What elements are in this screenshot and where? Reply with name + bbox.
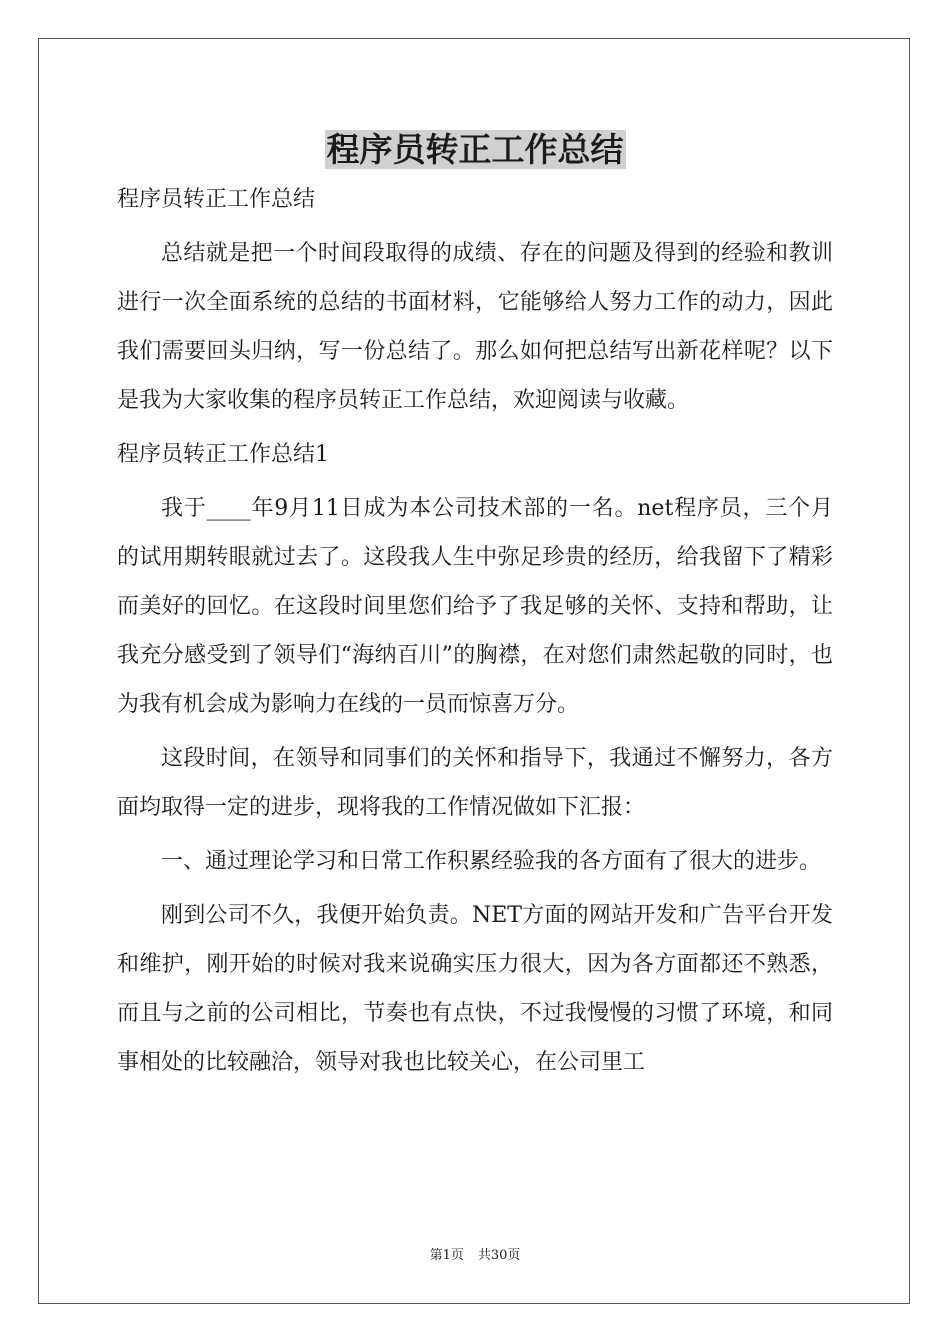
document-title [0,128,950,172]
document-title-text: 程序员转正工作总结 [326,130,624,169]
intro-paragraph: 总结就是把一个时间段取得的成绩、存在的问题及得到的经验和教训进行一次全面系统的总结的书面材料，它能够给人努力工作的动力，因此我们需要回头归纳，写一份总结了。那么如何把总结写出新花样呢？以下是我为大家收集的程序员转正工作总结，欢迎阅读与收藏。 [117,241,833,413]
section-heading: 程序员转正工作总结1 [117,442,329,467]
subtitle-paragraph: 程序员转正工作总结 [117,187,316,212]
body-paragraph: 这段时间，在领导和同事们的关怀和指导下，我通过不懈努力，各方面均取得一定的进步，现将我的工作情况做如下汇报： [117,746,833,820]
body-paragraph: 我于____年9月11日成为本公司技术部的一名。net程序员，三个月的试用期转眼就过去了。这段我人生中弥足珍贵的经历，给我留下了精彩而美好的回忆。在这段时间里您们给予了我足够的关怀、支持和帮助，让我充分感受到了领导们“海纳百川”的胸襟，在对您们肃然起敬的同时，也为我有机会成为影响力在线的一员而惊喜万分。 [117,496,833,717]
body-paragraph: 一、通过理论学习和日常工作积累经验我的各方面有了很大的进步。 [161,849,822,874]
body-paragraph: 刚到公司不久，我便开始负责。NET方面的网站开发和广告平台开发和维护，刚开始的时候对我来说确实压力很大，因为各方面都还不熟悉，而且与之前的公司相比，节奏也有点快，不过我慢慢的习惯了环境，和同事相处的比较融洽，领导对我也比较关心，在公司里工 [117,903,833,1075]
page-footer [0,1247,950,1265]
page-total: 共30页 [477,1248,521,1263]
page-number: 第1页 [429,1248,464,1263]
document-body [117,175,833,1092]
